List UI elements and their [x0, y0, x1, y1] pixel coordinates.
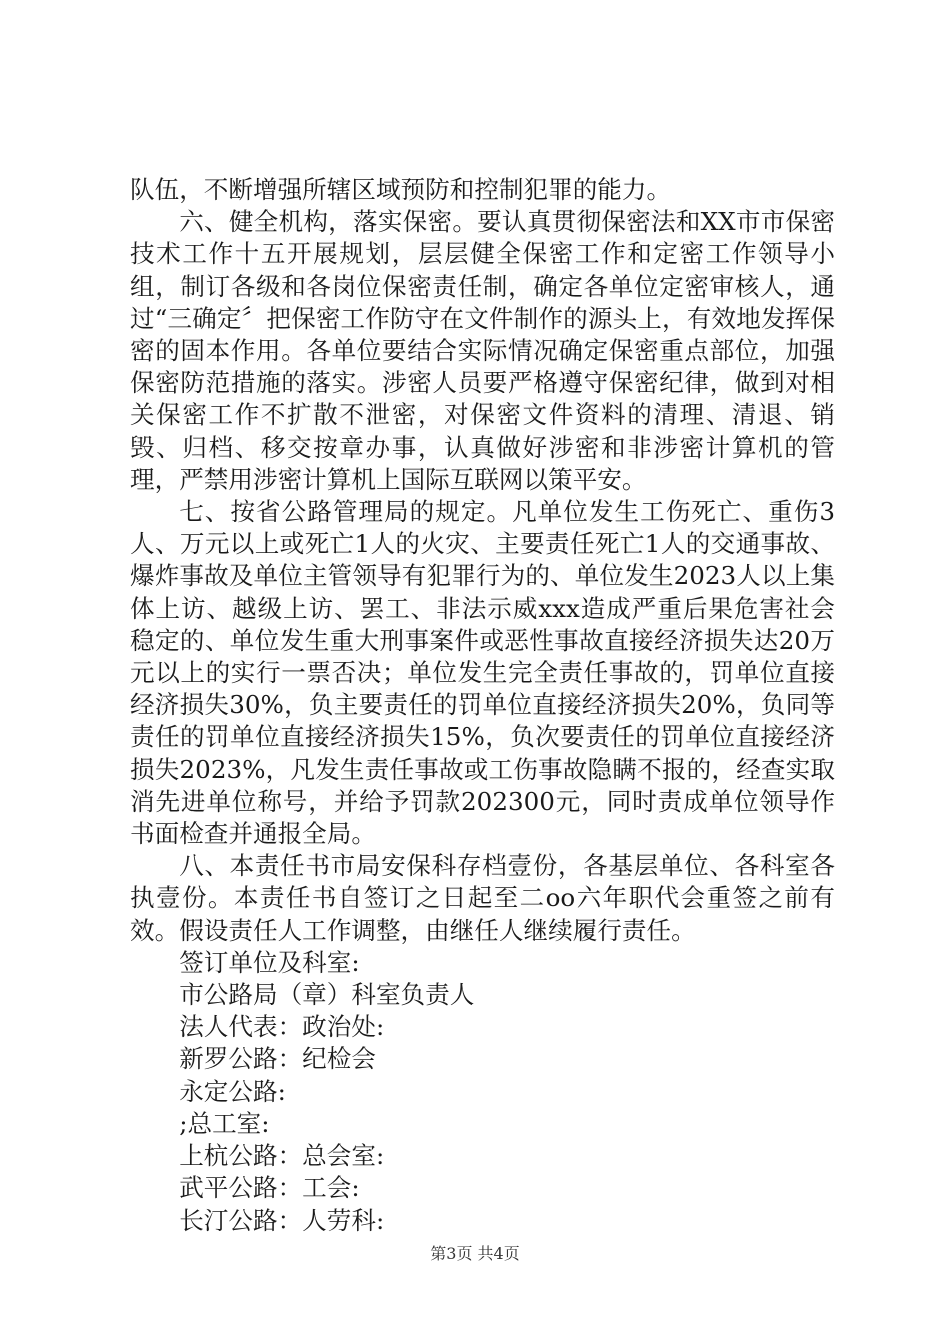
sign-line-wuping: 武平公路：工会:: [179, 1173, 360, 1203]
sign-line-chief-engineer: ;总工室:: [179, 1108, 270, 1138]
sign-line-xinluo: 新罗公路：纪检会: [179, 1044, 376, 1074]
sign-line-shanghang: 上杭公路：总会室:: [179, 1141, 385, 1171]
sign-line-yongding: 永定公路:: [179, 1076, 286, 1106]
paragraph-section-7: 七、按省公路管理局的规定。凡单位发生工伤死亡、重伤3人、万元以上或死亡1人的火灾、主要责任死亡1人的交通事故、爆炸事故及单位主管领导有犯罪行为的、单位发生2023人以上集体上访、越级上访、罢工、非法示威xxx造成严重后果危害社会稳定的、单位发生重大刑事案件或恶性事故直接经济损失达20万元以上的实行一票否决；单位发生完全责任事故的，罚单位直接经济损失30%，负主要责任的罚单位直接经济损失20%，负同等责任的罚单位直接经济损失15%，负次要责任的罚单位直接经济损失2023%，凡发生责任事故或工伤事故隐瞒不报的，经查实取消先进单位称号，并给予罚款202300元，同时责成单位领导作书面检查并通报全局。: [130, 497, 835, 849]
signature-block: [130, 947, 835, 1237]
sign-line-changting: 长汀公路：人劳科:: [179, 1205, 385, 1235]
page-footer: 第3页 共4页: [430, 1244, 520, 1263]
paragraph-section-6: 六、健全机构，落实保密。要认真贯彻保密法和XX市市保密技术工作十五开展规划，层层健全保密工作和定密工作领导小组，制订各级和各岗位保密责任制，确定各单位定密审核人，通过“三确定〞把保密工作防守在文件制作的源头上，有效地发挥保密的固本作用。各单位要结合实际情况确定保密重点部位，加强保密防范措施的落实。涉密人员要严格遵守保密纪律，做到对相关保密工作不扩散不泄密，对保密文件资料的清理、清退、销毁、归档、移交按章办事，认真做好涉密和非涉密计算机的管理，严禁用涉密计算机上国际互联网以策平安。: [130, 207, 835, 494]
paragraph-section-8: 八、本责任书市局安保科存档壹份，各基层单位、各科室各执壹份。本责任书自签订之日起至二oo六年职代会重签之前有效。假设责任人工作调整，由继任人继续履行责任。: [130, 851, 835, 945]
sign-line-header: 签订单位及科室:: [179, 947, 360, 977]
sign-line-city-bureau: 市公路局（章）科室负责人: [179, 980, 475, 1010]
sign-line-legal-rep: 法人代表：政治处:: [179, 1012, 385, 1042]
document-body: [130, 174, 835, 1237]
paragraph-continuation: 队伍，不断增强所辖区域预防和控制犯罪的能力。: [130, 175, 672, 204]
